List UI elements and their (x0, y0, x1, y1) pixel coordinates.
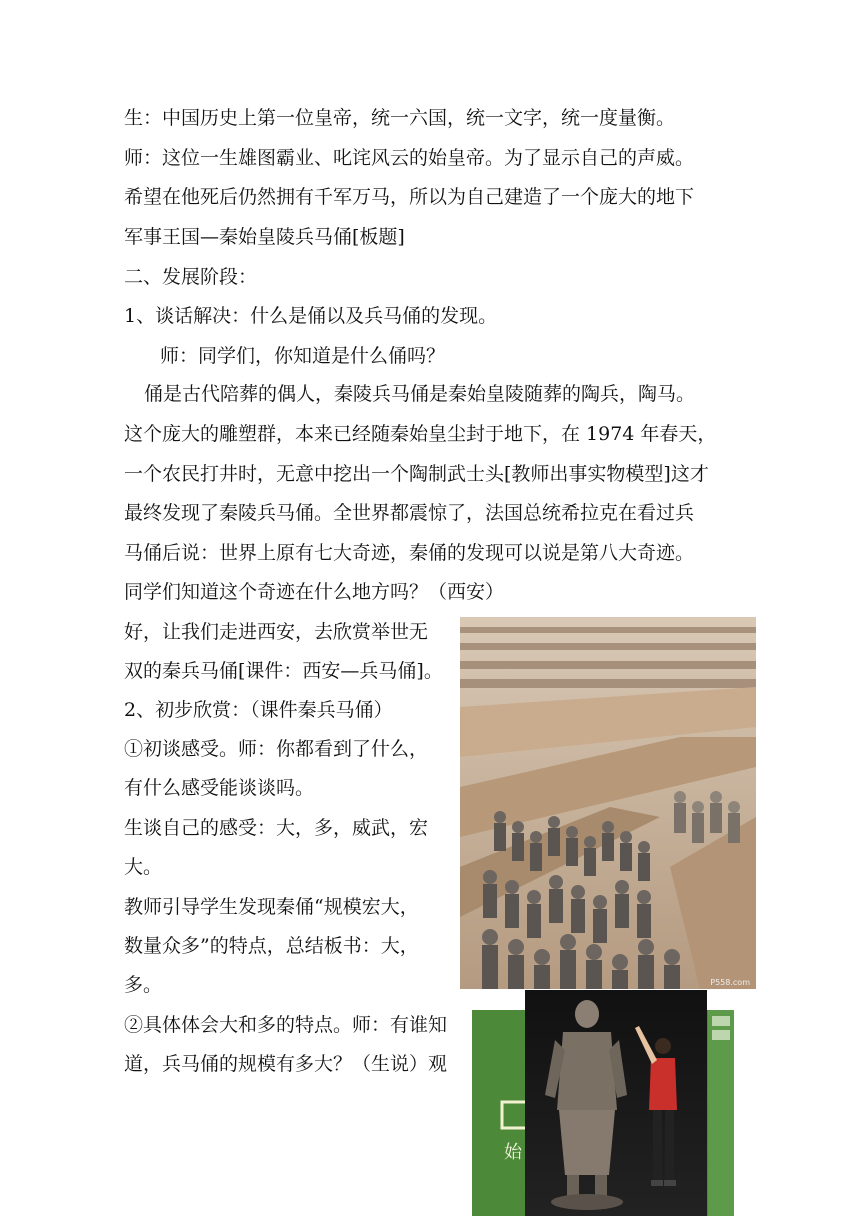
text-line-7: 师：同学们，你知道是什么俑吗？ (160, 345, 446, 367)
text-line-13: 同学们知道这个奇迹在什么地方吗？（西安） (124, 581, 505, 603)
text-line-22: 数量众多”的特点，总结板书：大， (124, 935, 419, 957)
text-line-25: 道，兵马俑的规模有多大？（生说）观 (124, 1053, 448, 1075)
text-line-18: 有什么感受能谈谈吗。 (124, 777, 315, 799)
text-line-11: 最终发现了秦陵兵马俑。全世界都震惊了，法国总统希拉克在看过兵 (124, 502, 695, 524)
text-line-12: 马俑后说：世界上原有七大奇迹，秦俑的发现可以说是第八大奇迹。 (124, 542, 695, 564)
text-line-23: 多。 (124, 974, 163, 996)
text-line-2: 师：这位一生雄图霸业、叱诧风云的始皇帝。为了显示自己的声威。 (124, 147, 695, 169)
text-line-9: 这个庞大的雕塑群，本来已经随秦始皇尘封于地下，在 1974 年春天， (124, 423, 717, 445)
text-line-24: ②具体体会大和多的特点。师：有谁知 (124, 1014, 448, 1036)
text-line-19: 生谈自己的感受：大，多，威武，宏 (124, 817, 429, 839)
text-line-6: 1、谈话解决：什么是俑以及兵马俑的发现。 (124, 305, 498, 327)
text-line-14: 好，让我们走进西安，去欣赏举世无 (124, 621, 429, 643)
text-line-3: 希望在他死后仍然拥有千军万马，所以为自己建造了一个庞大的地下 (124, 186, 695, 208)
photo-watermark: P558.com (710, 978, 750, 987)
text-line-8: 俑是古代陪葬的偶人，秦陵兵马俑是秦始皇陵随葬的陶兵，陶马。 (144, 383, 696, 405)
text-line-15: 双的秦兵马俑[课件：西安—兵马俑]。 (124, 660, 443, 682)
text-line-4: 军事王国—秦始皇陵兵马俑[板题] (124, 226, 405, 248)
text-line-10: 一个农民打井时，无意中挖出一个陶制武士头[教师出事实物模型]这才 (124, 463, 709, 485)
text-line-1: 生：中国历史上第一位皇帝，统一六国，统一文字，统一度量衡。 (124, 107, 676, 129)
terracotta-warrior-photo (525, 990, 707, 1216)
section-heading: 二、发展阶段： (124, 266, 258, 288)
slide-sign-text: 始 (504, 1142, 522, 1163)
text-line-20: 大。 (124, 856, 163, 878)
terracotta-pit-photo (460, 617, 756, 989)
text-line-17: ①初谈感受。师：你都看到了什么， (124, 738, 429, 760)
text-line-16: 2、初步欣赏：（课件秦兵马俑） (124, 699, 393, 721)
text-line-21: 教师引导学生发现秦俑“规模宏大， (124, 896, 419, 918)
